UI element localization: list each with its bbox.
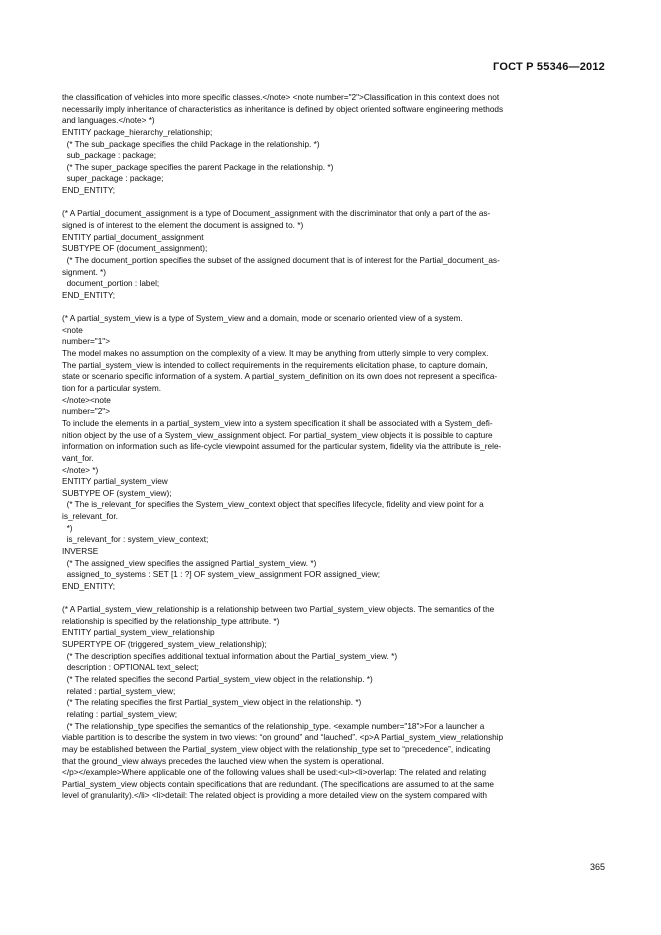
text-line: SUBTYPE OF (system_view); (62, 488, 172, 498)
text-line: ENTITY partial_system_view_relationship (62, 628, 215, 638)
text-line: tion for a particular system. (62, 384, 162, 394)
text-line: description : OPTIONAL text_select; (62, 663, 199, 673)
text-line: The model makes no assumption on the complexity of a view. It may be anything from utterly simple to very complex. (62, 349, 489, 359)
text-line: ENTITY partial_system_view (62, 477, 168, 487)
text-block (62, 92, 610, 197)
text-line: number="1"> (62, 337, 111, 347)
text-line: signed is of interest to the element the document is assigned to. *) (62, 221, 304, 231)
text-line: SUBTYPE OF (document_assignment); (62, 244, 208, 254)
text-line: (* The relating specifies the first Partial_system_view object in the relationship. *) (62, 698, 362, 708)
text-line: Partial_system_view objects contain specifications that are redundant. (The specifications are assumed to at the same (62, 779, 494, 789)
text-line: necessarily imply inheritance of characteristics as inheritance is defined by object oriented software engineering methods (62, 104, 504, 114)
paragraph-gap (62, 197, 610, 209)
page-number: 365 (589, 862, 605, 872)
text-line: To include the elements in a partial_system_view into a system specification it shall be associated with a System_defi- (62, 418, 493, 428)
text-line: </note><note (62, 395, 111, 405)
text-line: (* The description specifies additional textual information about the Partial_system_view. *) (62, 651, 398, 661)
text-line: may be established between the Partial_system_view object with the relationship_type set to “precedence”, indicating (62, 744, 491, 754)
text-line: SUPERTYPE OF (triggered_system_view_relationship); (62, 640, 267, 650)
text-line: relating : partial_system_view; (62, 709, 178, 719)
text-line: is_relevant_for : system_view_context; (62, 535, 209, 545)
standard-header: ГОСТ Р 55346—2012 (493, 61, 605, 73)
text-line: (* The relationship_type specifies the semantics of the relationship_type. <example number="18">For a launcher a (62, 721, 485, 731)
text-line: (* A Partial_system_view_relationship is a relationship between two Partial_system_view objects. The semantics of the (62, 605, 495, 615)
text-line: <note (62, 325, 83, 335)
text-line: (* The related specifies the second Partial_system_view object in the relationship. *) (62, 675, 373, 685)
text-line: is_relevant_for. (62, 512, 118, 522)
text-line: vant_for. (62, 453, 94, 463)
text-line: document_portion : label; (62, 279, 160, 289)
text-line: ENTITY partial_document_assignment (62, 232, 204, 242)
text-line: </note> *) (62, 465, 99, 475)
text-line: the classification of vehicles into more specific classes.</note> <note number="2">Classification in this context does not (62, 93, 500, 102)
text-line: ENTITY package_hierarchy_relationship; (62, 127, 213, 137)
text-line: relationship is specified by the relationship_type attribute. *) (62, 616, 280, 626)
text-line: (* The document_portion specifies the subset of the assigned document that is of interest for the Partial_document_as- (62, 255, 500, 265)
paragraph-gap (62, 593, 610, 605)
text-line: state or scenario specific information of a system. A partial_system_definition on its own does not represent a specifica- (62, 372, 498, 382)
text-line: that the ground_view always precedes the lauched view when the system is operational. (62, 756, 384, 766)
text-line: information on information such as life-cycle viewpoint assumed for the particular system, fidelity via the attribute is_rele- (62, 442, 502, 452)
text-line: sub_package : package; (62, 151, 157, 161)
text-line: (* The assigned_view specifies the assigned Partial_system_view. *) (62, 558, 317, 568)
text-line: level of granularity).</li> <li>detail: The related object is providing a more detailed view on the system compared with (62, 791, 487, 801)
text-line: *) (62, 523, 73, 533)
text-line: viable partition is to describe the system in two views: “on ground” and “lauched”. <p>A Partial_system_view_relationship (62, 733, 504, 743)
text-line: </p></example>Where applicable one of the following values shall be used:<ul><li>overlap: The related and relating (62, 768, 487, 778)
text-line: super_package : package; (62, 174, 164, 184)
text-line: (* The sub_package specifies the child Package in the relationship. *) (62, 139, 320, 149)
text-line: signment. *) (62, 267, 107, 277)
text-block (62, 208, 610, 301)
text-line: nition object by the use of a System_view_assignment object. For partial_system_view objects it is possible to capture (62, 430, 493, 440)
text-line: number="2"> (62, 407, 111, 417)
text-line: END_ENTITY; (62, 581, 116, 591)
document-body (62, 92, 610, 802)
text-block (62, 604, 610, 802)
text-line: INVERSE (62, 546, 99, 556)
text-line: The partial_system_view is intended to collect requirements in the requirements elicitation phase, to capture domain, (62, 360, 488, 370)
text-line: END_ENTITY; (62, 290, 116, 300)
text-line: (* The is_relevant_for specifies the System_view_context object that specifies lifecycle, fidelity and view point for a (62, 500, 484, 510)
text-block (62, 313, 610, 592)
text-line: END_ENTITY; (62, 186, 116, 196)
text-line: related : partial_system_view; (62, 686, 176, 696)
text-line: (* A Partial_document_assignment is a type of Document_assignment with the discriminator that only a part of the as- (62, 209, 491, 219)
paragraph-gap (62, 302, 610, 314)
text-line: (* A partial_system_view is a type of System_view and a domain, mode or scenario oriented view of a system. (62, 314, 463, 324)
text-line: (* The super_package specifies the parent Package in the relationship. *) (62, 162, 334, 172)
text-line: and languages.</note> *) (62, 116, 155, 126)
text-line: assigned_to_systems : SET [1 : ?] OF system_view_assignment FOR assigned_view; (62, 570, 381, 580)
